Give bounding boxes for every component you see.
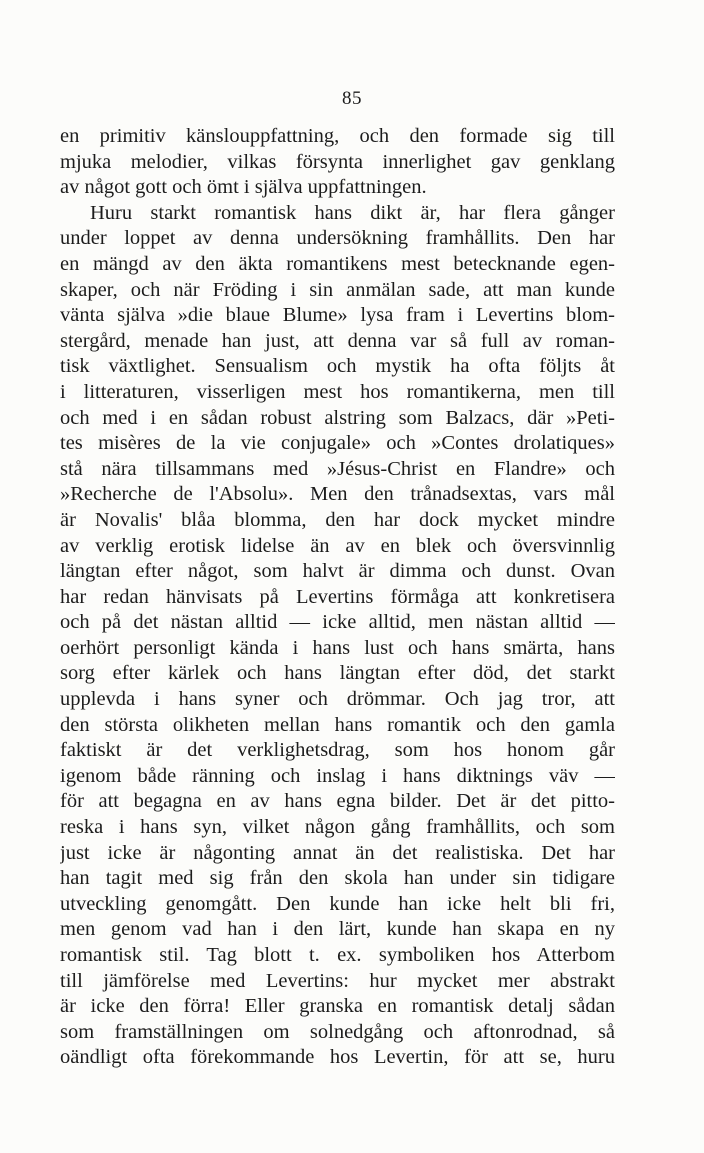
- text-line: längtan efter något, som halvt är dimma och dunst. Ovan: [60, 560, 615, 583]
- text-line: oändligt ofta förekommande hos Levertin, för att se, huru: [60, 1046, 615, 1069]
- text-line: och med i en sådan robust alstring som Balzacs, där »Peti-: [60, 406, 615, 429]
- text-line: har redan hänvisats på Levertins förmåga att konkretisera: [60, 585, 615, 608]
- text-line: »Recherche de l'Absolu». Men den trånadsextas, vars mål: [60, 483, 615, 506]
- page-number: 85: [342, 88, 362, 109]
- text-line: men genom vad han i den lärt, kunde han skapa en ny: [60, 918, 615, 941]
- text-line: i litteraturen, visserligen mest hos romantikerna, men till: [60, 380, 615, 403]
- text-line: tisk växtlighet. Sensualism och mystik ha ofta följts åt: [60, 355, 615, 378]
- text-line: för att begagna en av hans egna bilder. Det är det pitto-: [60, 790, 615, 813]
- text-line: och på det nästan alltid — icke alltid, men nästan alltid —: [60, 611, 615, 634]
- text-line: är icke den förra! Eller granska en romantisk detalj sådan: [60, 995, 615, 1018]
- text-line: faktiskt är det verklighetsdrag, som hos honom går: [60, 739, 615, 762]
- text-line: av verklig erotisk lidelse än av en blek och översvinnlig: [60, 534, 615, 557]
- text-line: igenom både ränning och inslag i hans diktnings väv —: [60, 764, 615, 787]
- text-line: stergård, menade han just, att denna var så full av roman-: [60, 329, 615, 352]
- text-line: vänta själva »die blaue Blume» lysa fram i Levertins blom-: [60, 304, 615, 327]
- text-line: som framställningen om solnedgång och aftonrodnad, så: [60, 1020, 615, 1043]
- text-line: utveckling genomgått. Den kunde han icke helt bli fri,: [60, 892, 615, 915]
- text-line: reska i hans syn, vilket någon gång framhållits, och som: [60, 816, 615, 839]
- text-line: skaper, och när Fröding i sin anmälan sade, att man kunde: [60, 278, 615, 301]
- text-line: oerhört personligt kända i hans lust och hans smärta, hans: [60, 636, 615, 659]
- text-line: av något gott och ömt i själva uppfattningen.: [60, 176, 427, 199]
- text-line: stå nära tillsammans med »Jésus-Christ en Flandre» och: [60, 457, 615, 480]
- text-line: romantisk stil. Tag blott t. ex. symboliken hos Atterbom: [60, 944, 615, 966]
- text-line: under loppet av denna undersökning framhållits. Den har: [60, 227, 615, 250]
- text-line: just icke är någonting annat än det realistiska. Det har: [60, 841, 615, 864]
- body-text: [60, 124, 615, 1071]
- text-line: en mängd av den äkta romantikens mest betecknande egen-: [60, 252, 615, 275]
- text-line: en primitiv känslouppfattning, och den formade sig till: [60, 125, 615, 147]
- text-line: tes misères de la vie conjugale» och »Contes drolatiques»: [60, 432, 615, 455]
- text-line: till jämförelse med Levertins: hur mycket mer abstrakt: [60, 969, 615, 992]
- text-line: är Novalis' blåa blomma, den har dock mycket mindre: [60, 508, 615, 531]
- text-line: den största olikheten mellan hans romantik och den gamla: [60, 713, 615, 736]
- text-line: upplevda i hans syner och drömmar. Och jag tror, att: [60, 688, 615, 711]
- text-line: han tagit med sig från den skola han under sin tidigare: [60, 867, 615, 890]
- text-line: Huru starkt romantisk hans dikt är, har flera gånger: [90, 201, 615, 224]
- text-line: mjuka melodier, vilkas försynta innerlighet gav genklang: [60, 150, 615, 173]
- text-line: sorg efter kärlek och hans längtan efter död, det starkt: [60, 662, 615, 685]
